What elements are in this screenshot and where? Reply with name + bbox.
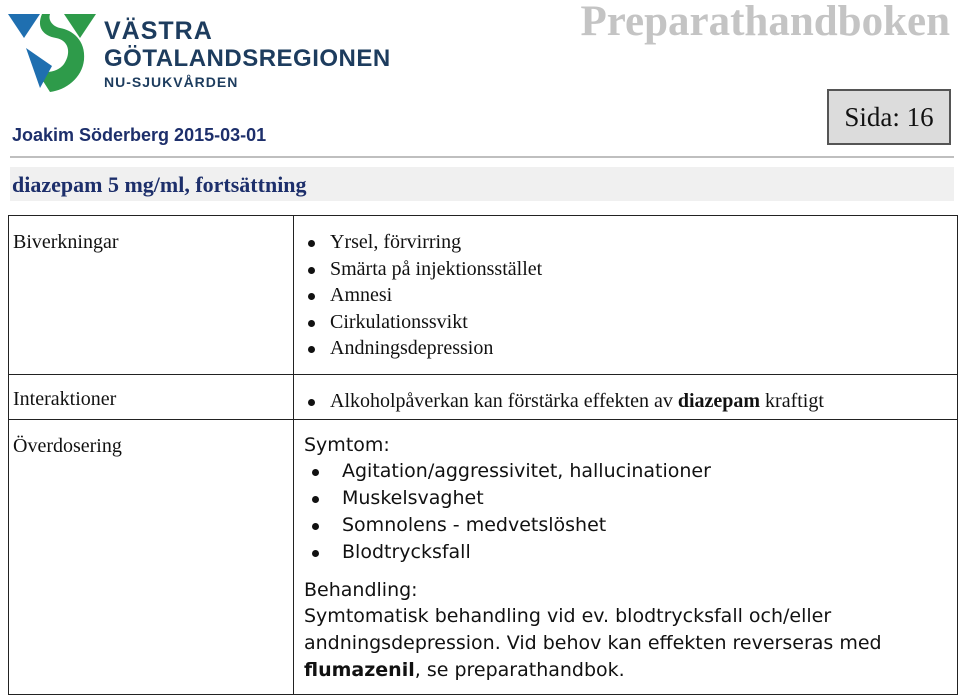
title-rest: 5 mg/ml, fortsättning — [102, 172, 307, 197]
symptoms-list — [304, 458, 949, 566]
interaktioner-text-pre: Alkoholpåverkan kan förstärka effekten av — [330, 390, 678, 412]
label-biverkningar: Biverkningar — [13, 231, 119, 253]
page-number-box: Sida: 16 — [827, 89, 951, 145]
list-item: Cirkulationssvikt — [304, 309, 949, 336]
treatment-label: Behandling: — [304, 579, 418, 601]
treatment-text-end: , se preparathandbok. — [414, 659, 625, 681]
list-item: Smärta på injektionsstället — [304, 256, 949, 283]
biverkningar-list — [304, 229, 949, 362]
logo-text-vastra: VÄSTRA — [104, 17, 213, 45]
vgr-logo-mark-icon — [6, 8, 98, 94]
title-drug: diazepam — [12, 172, 103, 197]
author-date: Joakim Söderberg 2015-03-01 — [12, 125, 267, 145]
header-divider — [10, 156, 954, 158]
row-divider — [9, 374, 957, 375]
interaktioner-cell — [304, 388, 949, 415]
column-divider — [293, 216, 294, 694]
list-item: Yrsel, förvirring — [304, 229, 949, 256]
list-item: Muskelsvaghet — [304, 485, 949, 512]
list-item: Amnesi — [304, 282, 949, 309]
app-title: Preparathandboken — [580, 0, 950, 45]
overdosering-cell — [304, 432, 949, 684]
list-item: Blodtrycksfall — [304, 539, 949, 566]
title-band — [10, 167, 954, 201]
logo-text-nu-sjukvarden: NU-SJUKVÅRDEN — [104, 74, 239, 90]
page-title — [12, 171, 307, 199]
list-item — [304, 388, 949, 415]
drug-info-table — [8, 215, 958, 695]
row-divider — [9, 419, 957, 420]
treatment-text — [304, 603, 944, 684]
vgr-logo — [6, 8, 406, 94]
treatment-drug: flumazenil — [304, 659, 415, 681]
label-overdosering: Överdosering — [13, 435, 122, 457]
logo-text-gotalandsregionen: GÖTALANDSREGIONEN — [104, 45, 391, 72]
interaktioner-text-post: kraftigt — [760, 390, 824, 412]
label-interaktioner: Interaktioner — [13, 388, 117, 410]
list-item: Andningsdepression — [304, 335, 949, 362]
interaktioner-text-drug: diazepam — [677, 390, 761, 412]
list-item: Somnolens - medvetslöshet — [304, 512, 949, 539]
symptoms-label: Symtom: — [304, 434, 390, 456]
interaktioner-list — [304, 388, 949, 415]
treatment-text-main: Symtomatisk behandling vid ev. blodtrycksfall och/eller andningsdepression. Vid behov kan effekten reverseras med — [304, 605, 882, 654]
list-item: Agitation/aggressivitet, hallucinationer — [304, 458, 949, 485]
biverkningar-cell — [304, 229, 949, 362]
